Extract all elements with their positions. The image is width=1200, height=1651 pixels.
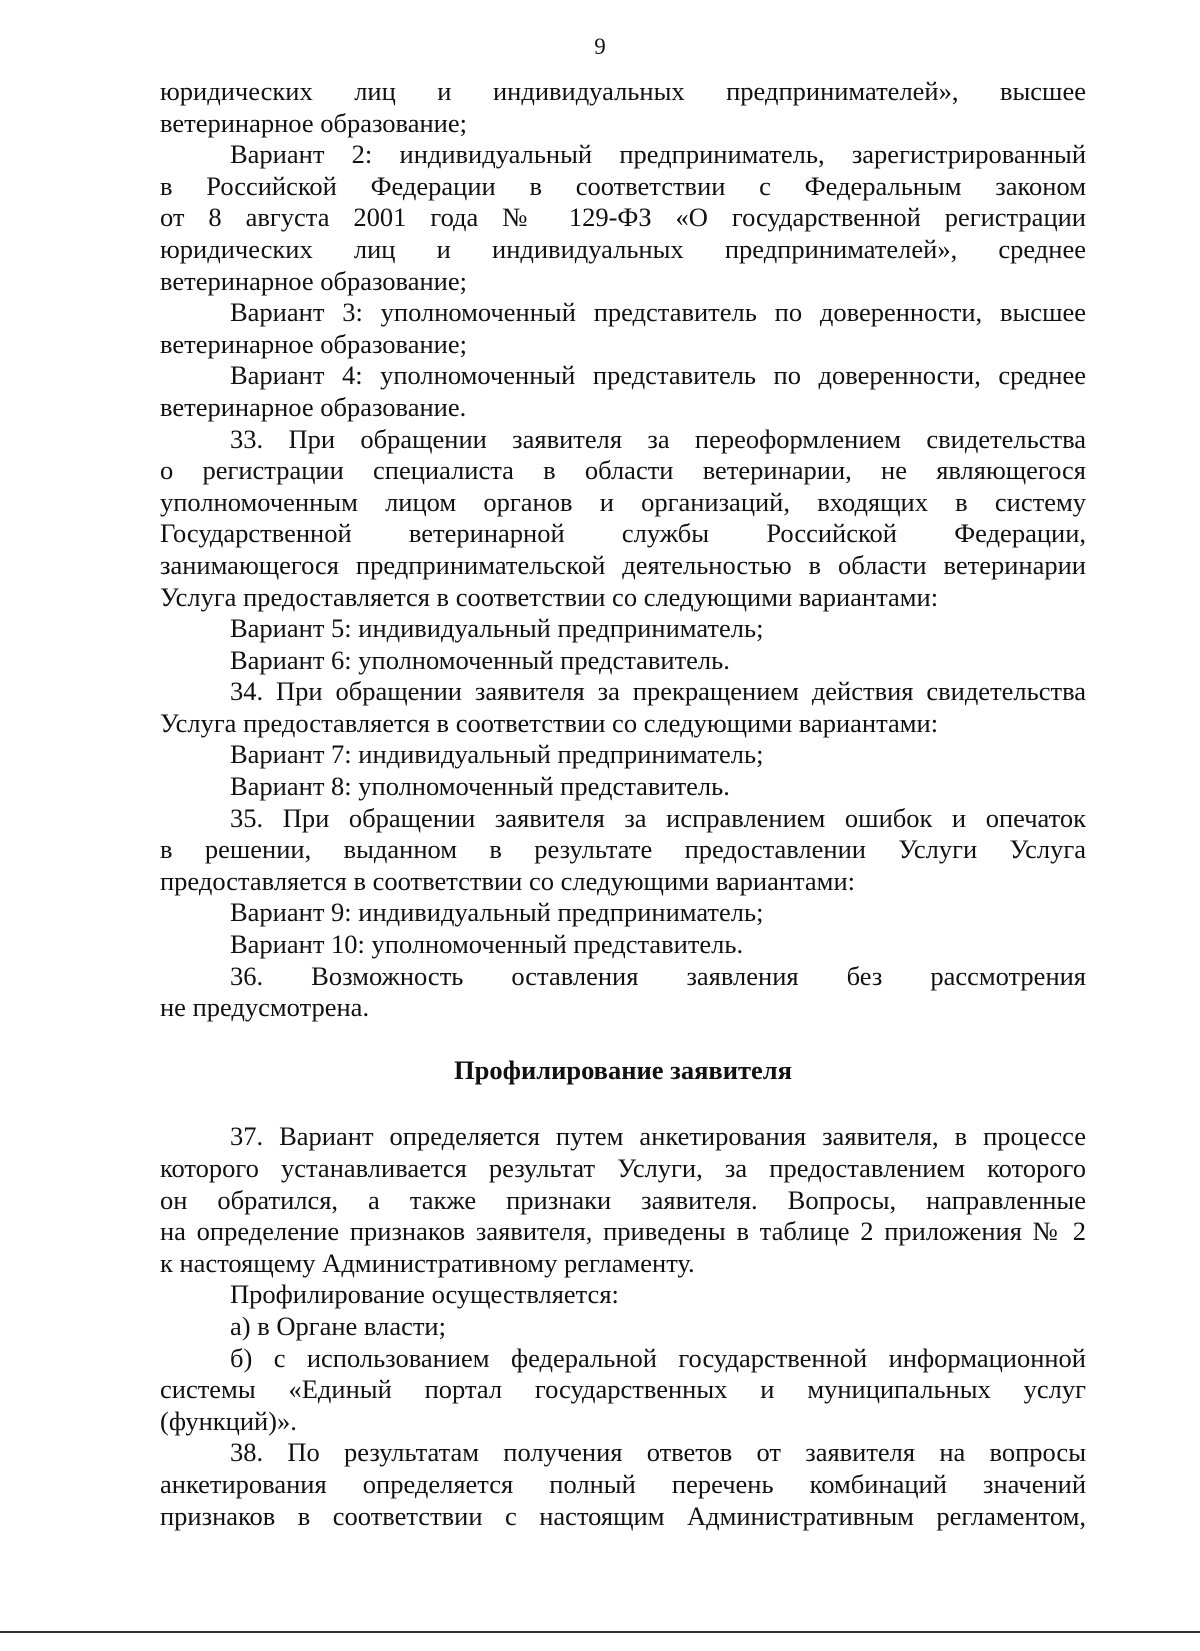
text-line: 38. По результатам получения ответов от заявителя на вопросы	[230, 1437, 1086, 1468]
text-line: Вариант 2: индивидуальный предприниматель, зарегистрированный	[230, 139, 1086, 170]
text-line: анкетирования определяется полный перечень комбинаций значений	[160, 1468, 1086, 1499]
text-line: Вариант 5: индивидуальный предприниматель;	[230, 613, 764, 644]
text-line: о регистрации специалиста в области ветеринарии, не являющегося	[160, 455, 1086, 486]
text-line: 35. При обращении заявителя за исправлением ошибок и опечаток	[230, 802, 1086, 833]
document-body	[160, 76, 1086, 1532]
text-line: юридических лиц и индивидуальных предпринимателей», среднее	[160, 233, 1086, 264]
text-line: предоставляется в соответствии со следующими вариантами:	[160, 865, 855, 896]
spacer	[160, 1086, 1086, 1121]
text-line: он обратился, а также признаки заявителя. Вопросы, направленные	[160, 1184, 1086, 1215]
text-line: а) в Органе власти;	[230, 1310, 446, 1341]
text-line: б) с использованием федеральной государственной информационной	[230, 1342, 1086, 1373]
text-line: которого устанавливается результат Услуги, за предоставлением которого	[160, 1153, 1086, 1183]
text-line: 34. При обращении заявителя за прекращением действия свидетельства	[230, 676, 1086, 707]
text-line: 36. Возможность оставления заявления без рассмотрения	[230, 960, 1086, 991]
text-line: Профилирование осуществляется:	[230, 1279, 619, 1310]
text-line: 37. Вариант определяется путем анкетирования заявителя, в процессе	[230, 1121, 1086, 1152]
text-line: Вариант 9: индивидуальный предприниматель;	[230, 897, 764, 928]
spacer	[160, 1024, 1086, 1055]
text-line: 33. При обращении заявителя за переоформлением свидетельства	[230, 423, 1086, 454]
text-line: на определение признаков заявителя, приведены в таблице 2 приложения № 2	[160, 1216, 1086, 1247]
text-line: Услуга предоставляется в соответствии со следующими вариантами:	[160, 581, 939, 612]
text-line: не предусмотрена.	[160, 992, 370, 1023]
text-line: уполномоченным лицом органов и организаций, входящих в систему	[160, 486, 1086, 517]
text-line: Вариант 4: уполномоченный представитель по доверенности, среднее	[230, 360, 1086, 391]
text-line: Вариант 6: уполномоченный представитель.	[230, 644, 730, 675]
text-line: (функций)».	[160, 1405, 297, 1436]
page-number: 9	[594, 34, 606, 59]
text-line: в решении, выданном в результате предоставлении Услуги Услуга	[160, 834, 1086, 865]
text-line: ветеринарное образование.	[160, 391, 467, 422]
section-heading: Профилирование заявителя	[454, 1054, 792, 1085]
text-line: ветеринарное образование;	[160, 265, 467, 296]
text-line: Вариант 3: уполномоченный представитель по доверенности, высшее	[230, 297, 1086, 328]
text-line: Вариант 10: уполномоченный представитель.	[230, 929, 744, 960]
text-line: занимающегося предпринимательской деятельностью в области ветеринарии	[160, 549, 1086, 580]
text-line: ветеринарное образование;	[160, 328, 467, 359]
text-line: Государственной ветеринарной службы Российской Федерации,	[160, 518, 1086, 549]
text-line: юридических лиц и индивидуальных предпринимателей», высшее	[160, 76, 1086, 106]
text-line: признаков в соответствии с настоящим Административным регламентом,	[160, 1500, 1086, 1531]
page-bottom-rule	[0, 1631, 1200, 1633]
text-line: от 8 августа 2001 года № 129-ФЗ «О государственной регистрации	[160, 202, 1086, 233]
text-line: Услуга предоставляется в соответствии со следующими вариантами:	[160, 707, 939, 738]
text-line: в Российской Федерации в соответствии с Федеральным законом	[160, 170, 1086, 201]
text-line: ветеринарное образование;	[160, 107, 467, 138]
text-line: к настоящему Административному регламенту.	[160, 1247, 695, 1278]
text-line: Вариант 7: индивидуальный предприниматель;	[230, 739, 764, 770]
text-line: Вариант 8: уполномоченный представитель.	[230, 771, 730, 802]
text-line: системы «Единый портал государственных и муниципальных услуг	[160, 1374, 1086, 1405]
